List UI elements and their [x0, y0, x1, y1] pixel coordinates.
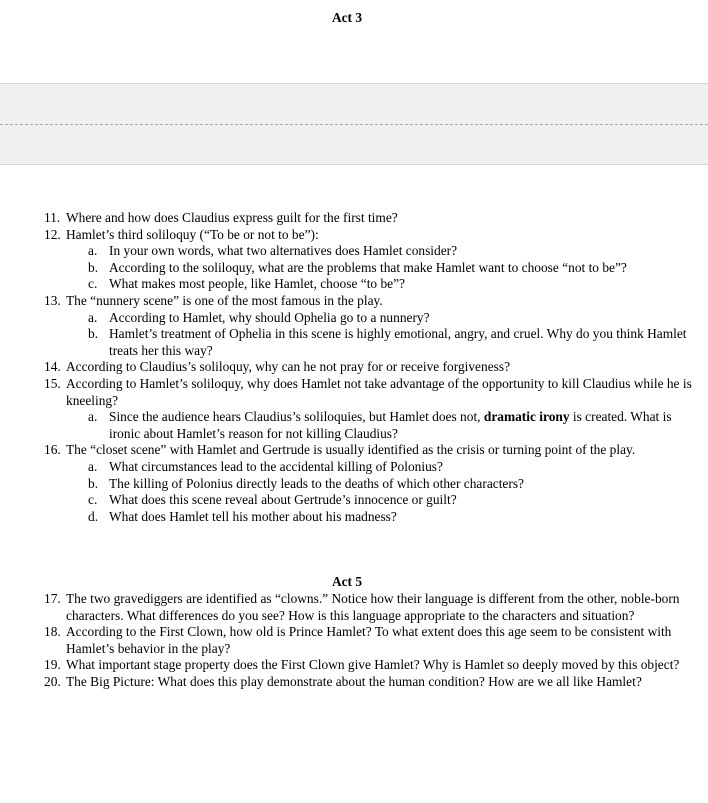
sub-question-text-part: is created. What is ironic about Hamlet’s reason for not killing Claudius?: [109, 409, 672, 441]
question-text: The “nunnery scene” is one of the most famous in the play.: [66, 292, 383, 308]
act-3-heading: Act 3: [331, 10, 363, 25]
question-number: 20.: [44, 673, 61, 689]
sub-question-letter: b.: [88, 326, 99, 342]
sub-question-item: [0, 326, 700, 359]
question-item: [0, 376, 700, 442]
question-number: 12.: [44, 226, 61, 242]
question-item: [0, 657, 700, 674]
sub-question-list: [66, 243, 700, 293]
question-number: 15.: [44, 375, 61, 391]
sub-question-item: [0, 509, 700, 526]
question-number: 11.: [44, 210, 61, 225]
sub-question-letter: b.: [88, 259, 99, 275]
question-text: The “closet scene” with Hamlet and Gertrude is usually identified as the crisis or turning point of the play.: [66, 442, 636, 458]
act-5-question-list: [0, 591, 700, 691]
question-text: According to the First Clown, how old is Prince Hamlet? To what extent does this age seem to be consistent with Hamlet’s behavior in the play?: [66, 624, 672, 656]
sub-question-item: [0, 476, 700, 493]
question-number: 19.: [44, 657, 61, 673]
question-text: The two gravediggers are identified as “clowns.” Notice how their language is different from the other, noble-born characters. What differences do you see? How is this language appropriate to the characters and situation?: [66, 591, 680, 623]
sub-question-text-part: Since the audience hears Claudius’s soliloquies, but Hamlet does not,: [109, 409, 484, 425]
sub-question-letter: c.: [88, 492, 98, 508]
sub-question-text: The killing of Polonius directly leads to the deaths of which other characters?: [109, 475, 524, 491]
question-number: 16.: [44, 442, 61, 458]
page-break-dashed-line: [0, 124, 708, 125]
sub-question-item: [0, 276, 700, 293]
question-item: [0, 359, 700, 376]
sub-question-item: [0, 492, 700, 509]
sub-question-text: In your own words, what two alternatives does Hamlet consider?: [109, 243, 458, 259]
question-number: 14.: [44, 359, 61, 375]
sub-question-letter: a.: [88, 309, 98, 325]
question-text: According to Hamlet’s soliloquy, why does Hamlet not take advantage of the opportunity to kill Claudius while he is kneeling?: [66, 375, 692, 408]
question-item: [0, 591, 700, 624]
page-break: [0, 83, 708, 165]
question-text: According to Claudius’s soliloquy, why can he not pray for or receive forgiveness?: [66, 359, 511, 375]
sub-question-text: Hamlet’s treatment of Ophelia in this scene is highly emotional, angry, and cruel. Why do you think Hamlet treats her this way?: [109, 326, 687, 358]
sub-question-letter: a.: [88, 458, 98, 474]
sub-question-letter: d.: [88, 508, 99, 524]
question-item: [0, 227, 700, 293]
question-number: 13.: [44, 292, 61, 308]
question-item: [0, 624, 700, 657]
sub-question-letter: b.: [88, 475, 99, 491]
sub-question-list: [66, 459, 700, 525]
sub-question-text: According to Hamlet, why should Ophelia go to a nunnery?: [109, 309, 430, 325]
sub-question-letter: a.: [88, 409, 98, 425]
act-5-heading: Act 5: [331, 574, 363, 589]
sub-question-text: What circumstances lead to the accidental killing of Polonius?: [109, 458, 443, 474]
question-text: Hamlet’s third soliloquy (“To be or not to be”):: [66, 226, 319, 242]
question-item: [0, 293, 700, 359]
question-item: [0, 674, 700, 691]
sub-question-item: [0, 459, 700, 476]
sub-question-item: [0, 243, 700, 260]
sub-question-item: [0, 409, 700, 442]
question-text: What important stage property does the First Clown give Hamlet? Why is Hamlet so deeply moved by this object?: [66, 657, 680, 673]
sub-question-list: [66, 409, 700, 442]
question-number: 17.: [44, 591, 61, 606]
question-text: The Big Picture: What does this play demonstrate about the human condition? How are we all like Hamlet?: [66, 673, 642, 689]
question-item: [0, 210, 700, 227]
sub-question-letter: c.: [88, 276, 98, 292]
sub-question-text: According to the soliloquy, what are the problems that make Hamlet want to choose “not to be”?: [109, 259, 627, 275]
question-text: Where and how does Claudius express guilt for the first time?: [66, 210, 398, 225]
sub-question-text: [109, 409, 700, 442]
act-3-question-list: [0, 210, 700, 525]
question-item: [0, 442, 700, 525]
sub-question-list: [66, 310, 700, 360]
dramatic-irony-term: dramatic irony: [483, 409, 570, 425]
sub-question-item: [0, 260, 700, 277]
sub-question-item: [0, 310, 700, 327]
sub-question-text: What makes most people, like Hamlet, choose “to be”?: [109, 276, 405, 292]
question-number: 18.: [44, 624, 61, 640]
sub-question-text: What does Hamlet tell his mother about his madness?: [109, 508, 397, 524]
sub-question-letter: a.: [88, 243, 98, 259]
sub-question-text: What does this scene reveal about Gertrude’s innocence or guilt?: [109, 492, 457, 508]
